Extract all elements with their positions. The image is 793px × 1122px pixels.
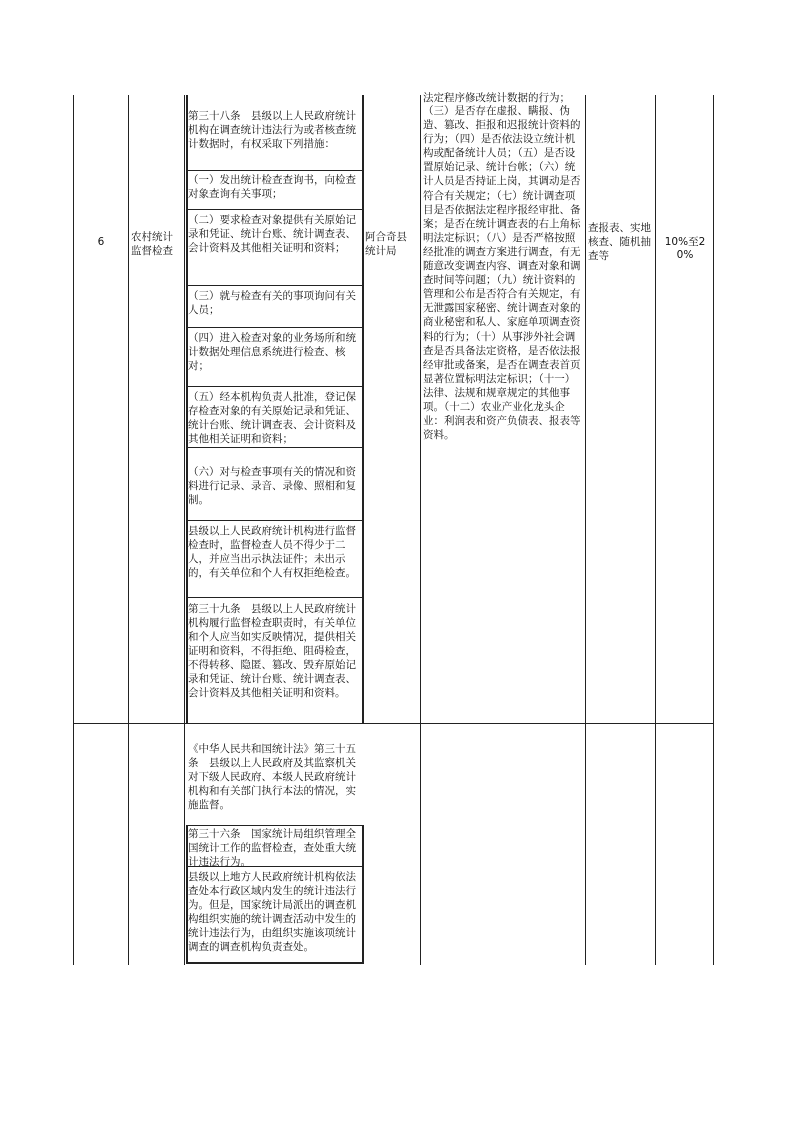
- basis-para-2: （一）发出统计检查查询书，向检查对象查询有关事项；: [188, 174, 356, 200]
- basis2-para-3: 县级以上地方人民政府统计机构依法查处本行政区域内发生的统计违法行为。但是，国家统计局派出的调查机构组织实施的统计调查活动中发生的统计违法行为，由组织实施该项统计调查的调查机构负责查处。: [188, 871, 356, 953]
- basis-para-5: （四）进入检查对象的业务场所和统计数据处理信息系统进行检查、核对；: [188, 332, 356, 372]
- basis2-para-2: 第三十六条 国家统计局组织管理全国统计工作的监督检查，查处重大统计违法行为。: [188, 828, 356, 868]
- subject: 阿合奇县统计局: [365, 231, 407, 257]
- basis-para-3: （二）要求检查对象提供有关原始记录和凭证、统计台账、统计调查表、会计资料及其他相关证明和资料；: [188, 214, 356, 254]
- row-number: 6: [97, 236, 105, 248]
- content-head: 法定程序修改统计数据的行为；: [423, 92, 570, 104]
- item-name: 农村统计监督检查: [131, 231, 173, 257]
- inspection-content: （三）是否存在虚报、瞒报、伪造、篡改、拒报和迟报统计资料的行为；（四）是否依法设立统计机构或配备统计人员；（五）是否设置原始记录、统计台帐；（六）统计人员是否持证上岗，其调动是否符合有关规定；（七）统计调查项目是否依据法定程序报经审批、备案；是否在统计调查表的右上角标明法定标识；（八）是否严格按照经批准的调查方案进行调查，有无随意改变调查内容、调查对象和调查时间等问题；（九）统计资料的管理和公布是否符合有关规定，有无泄露国家秘密、统计调查对象的商业秘密和私人、家庭单项调查资料的行为；（十）从事涉外社会调查是否具备法定资格，是否依法报经审批或备案，是否在调查表首页显著位置标明法定标识；（十一）法律、法规和规章规定的其他事项。（十二）农业产业化龙头企业：利润表和资产负债表、报表等资料。: [423, 105, 581, 442]
- basis2-para-1: 《中华人民共和国统计法》第三十五条 县级以上人民政府及其监察机关对下级人民政府、本级人民政府统计机构和有关部门执行本法的情况，实施监督。: [188, 743, 356, 811]
- inspection-method: 查报表、实地核查、随机抽查等: [588, 222, 651, 262]
- basis-para-6: （五）经本机构负责人批准，登记保存检查对象的有关原始记录和凭证、统计台账、统计调查表、会计资料及其他相关证明和资料；: [188, 391, 356, 445]
- basis-para-9: 第三十九条 县级以上人民政府统计机构履行监督检查职责时，有关单位和个人应当如实反映情况，提供相关证明和资料，不得拒绝、阻碍检查，不得转移、隐匿、篡改、毁弃原始记录和凭证、统计台账、统计调查表、会计资料及其他相关证明和资料。: [188, 603, 356, 699]
- basis-para-1: 第三十八条 县级以上人民政府统计机构在调查统计违法行为或者核查统计数据时，有权采取下列措施：: [188, 110, 356, 150]
- basis-para-8: 县级以上人民政府统计机构进行监督检查时，监督检查人员不得少于二人，并应当出示执法证件；未出示的，有关单位和个人有权拒绝检查。: [188, 525, 356, 579]
- basis-para-4: （三）就与检查有关的事项询问有关人员；: [188, 290, 356, 316]
- basis-para-7: （六）对与检查事项有关的情况和资料进行记录、录音、录像、照相和复制。: [188, 466, 356, 506]
- sampling-ratio: 10%至20%: [664, 236, 706, 262]
